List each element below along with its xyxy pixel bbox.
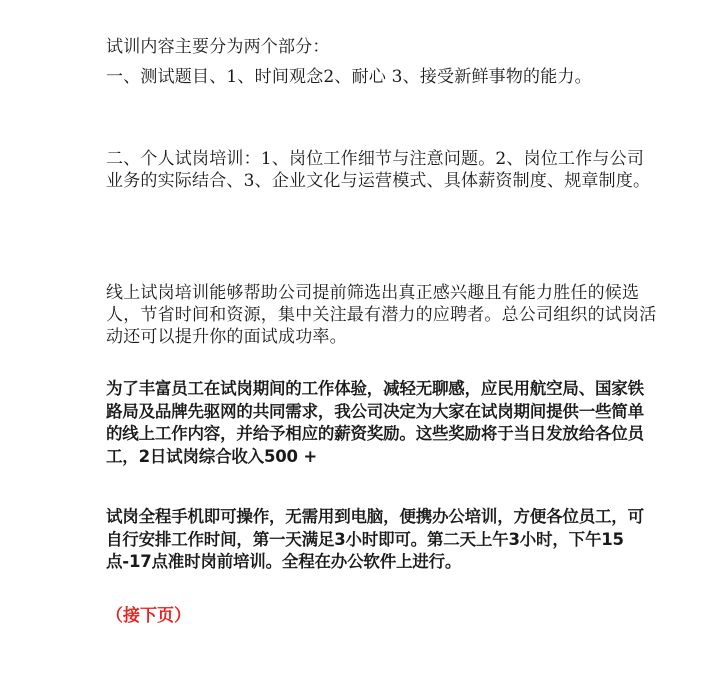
continued-label: （接下页） bbox=[106, 606, 191, 626]
schedule-text: 试岗全程手机即可操作，无需用到电脑，便携办公培训，方便各位员工，可自行安排工作时间，第一天满足3小时即可。第二天上午3小时，下午15点-17点准时岗前培训。全程在办公软件上进行。 bbox=[106, 507, 644, 571]
online-training-text: 线上试岗培训能够帮助公司提前筛选出真正感兴趣且有能力胜任的候选人，节省时间和资源，集中关注最有潜力的应聘者。总公司组织的试岗活动还可以提升你的面试成功率。 bbox=[106, 283, 657, 347]
part-one-text: 一、测试题目、1、时间观念2、耐心 3、接受新鲜事物的能力。 bbox=[106, 67, 592, 87]
intro-text: 试训内容主要分为两个部分： bbox=[106, 37, 330, 57]
part-two-text: 二、个人试岗培训：1、岗位工作细节与注意问题。2、岗位工作与公司业务的实际结合、3、企业文化与运营模式、具体薪资制度、规章制度。 bbox=[106, 149, 651, 191]
reward-text: 为了丰富员工在试岗期间的工作体验，减轻无聊感，应民用航空局、国家铁路局及品牌先驱网的共同需求，我公司决定为大家在试岗期间提供一些简单的线上工作内容，并给予相应的薪资奖励。这些奖励将于当日发放给各位员工，2日试岗综合收入500 + bbox=[106, 379, 644, 466]
